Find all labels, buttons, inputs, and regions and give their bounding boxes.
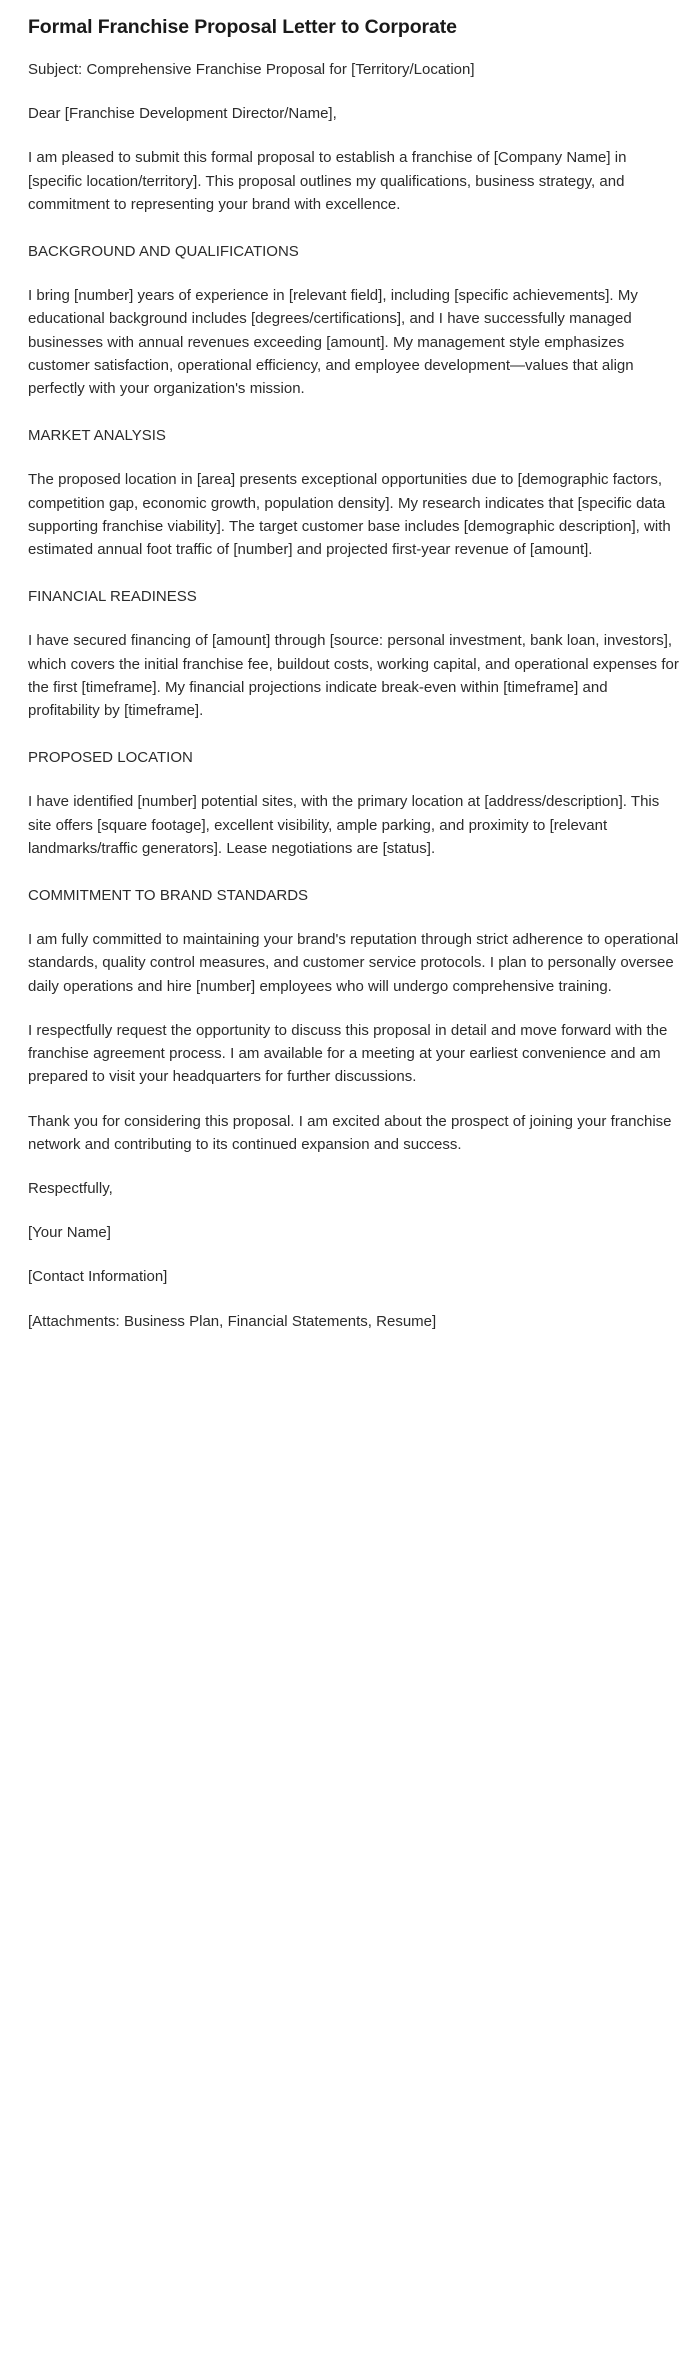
subject-line: Subject: Comprehensive Franchise Proposal for [Territory/Location] — [28, 61, 475, 78]
closing-thanks-paragraph: Thank you for considering this proposal. I am excited about the prospect of joining your franchise network and contributing to its continued expansion and success. — [28, 1112, 672, 1153]
background-paragraph: I bring [number] years of experience in [relevant field], including [specific achievements]. My educational background includes [degrees/certifications], and I have successfully managed businesses with annual revenues exceeding [amount]. My management style emphasizes customer satisfaction, operational efficiency, and employee development—values that align perfectly with your organization's mission. — [28, 287, 638, 398]
signature-name: [Your Name] — [28, 1224, 111, 1242]
heading-financial-readiness: FINANCIAL READINESS — [28, 588, 197, 606]
intro-paragraph: I am pleased to submit this formal proposal to establish a franchise of [Company Name] in [specific location/territory]. This proposal outlines my qualifications, business strategy, and commitment to representing your brand with excellence. — [28, 149, 627, 213]
financial-readiness-paragraph: I have secured financing of [amount] through [source: personal investment, bank loan, investors], which covers the initial franchise fee, buildout costs, working capital, and operational expenses for the first [timeframe]. My financial projections indicate break-even within [timeframe] and profitability by [timeframe]. — [28, 632, 679, 720]
attachments-line: [Attachments: Business Plan, Financial Statements, Resume] — [28, 1312, 437, 1330]
signature-contact: [Contact Information] — [28, 1268, 168, 1286]
market-analysis-paragraph: The proposed location in [area] presents exceptional opportunities due to [demographic factors, competition gap, economic growth, population density]. My research indicates that [specific data supporting franchise viability]. The target customer base includes [demographic description], with estimated annual foot traffic of [number] and projected first-year revenue of [amount]. — [28, 471, 671, 559]
heading-background-and-qualifications: BACKGROUND AND QUALIFICATIONS — [28, 243, 299, 261]
heading-proposed-location: PROPOSED LOCATION — [28, 749, 193, 767]
heading-market-analysis: MARKET ANALYSIS — [28, 427, 166, 445]
salutation: Dear [Franchise Development Director/Name], — [28, 105, 337, 123]
proposed-location-paragraph: I have identified [number] potential sites, with the primary location at [address/description]. This site offers [square footage], excellent visibility, ample parking, and proximity to [relevant landmarks/traffic generators]. Lease negotiations are [status]. — [28, 793, 660, 857]
heading-commitment-to-brand-standards: COMMITMENT TO BRAND STANDARDS — [28, 887, 309, 905]
document-body — [28, 40, 680, 1333]
brand-standards-paragraph: I am fully committed to maintaining your brand's reputation through strict adherence to operational standards, quality control measures, and customer service protocols. I plan to personally oversee daily operations and hire [number] employees who will undergo comprehensive training. — [28, 931, 679, 995]
page-title: Formal Franchise Proposal Letter to Corporate — [28, 16, 457, 38]
sign-off: Respectfully, — [28, 1179, 113, 1197]
request-meeting-paragraph: I respectfully request the opportunity to discuss this proposal in detail and move forward with the franchise agreement process. I am available for a meeting at your earliest convenience and am prepared to visit your headquarters for further discussions. — [28, 1021, 668, 1086]
